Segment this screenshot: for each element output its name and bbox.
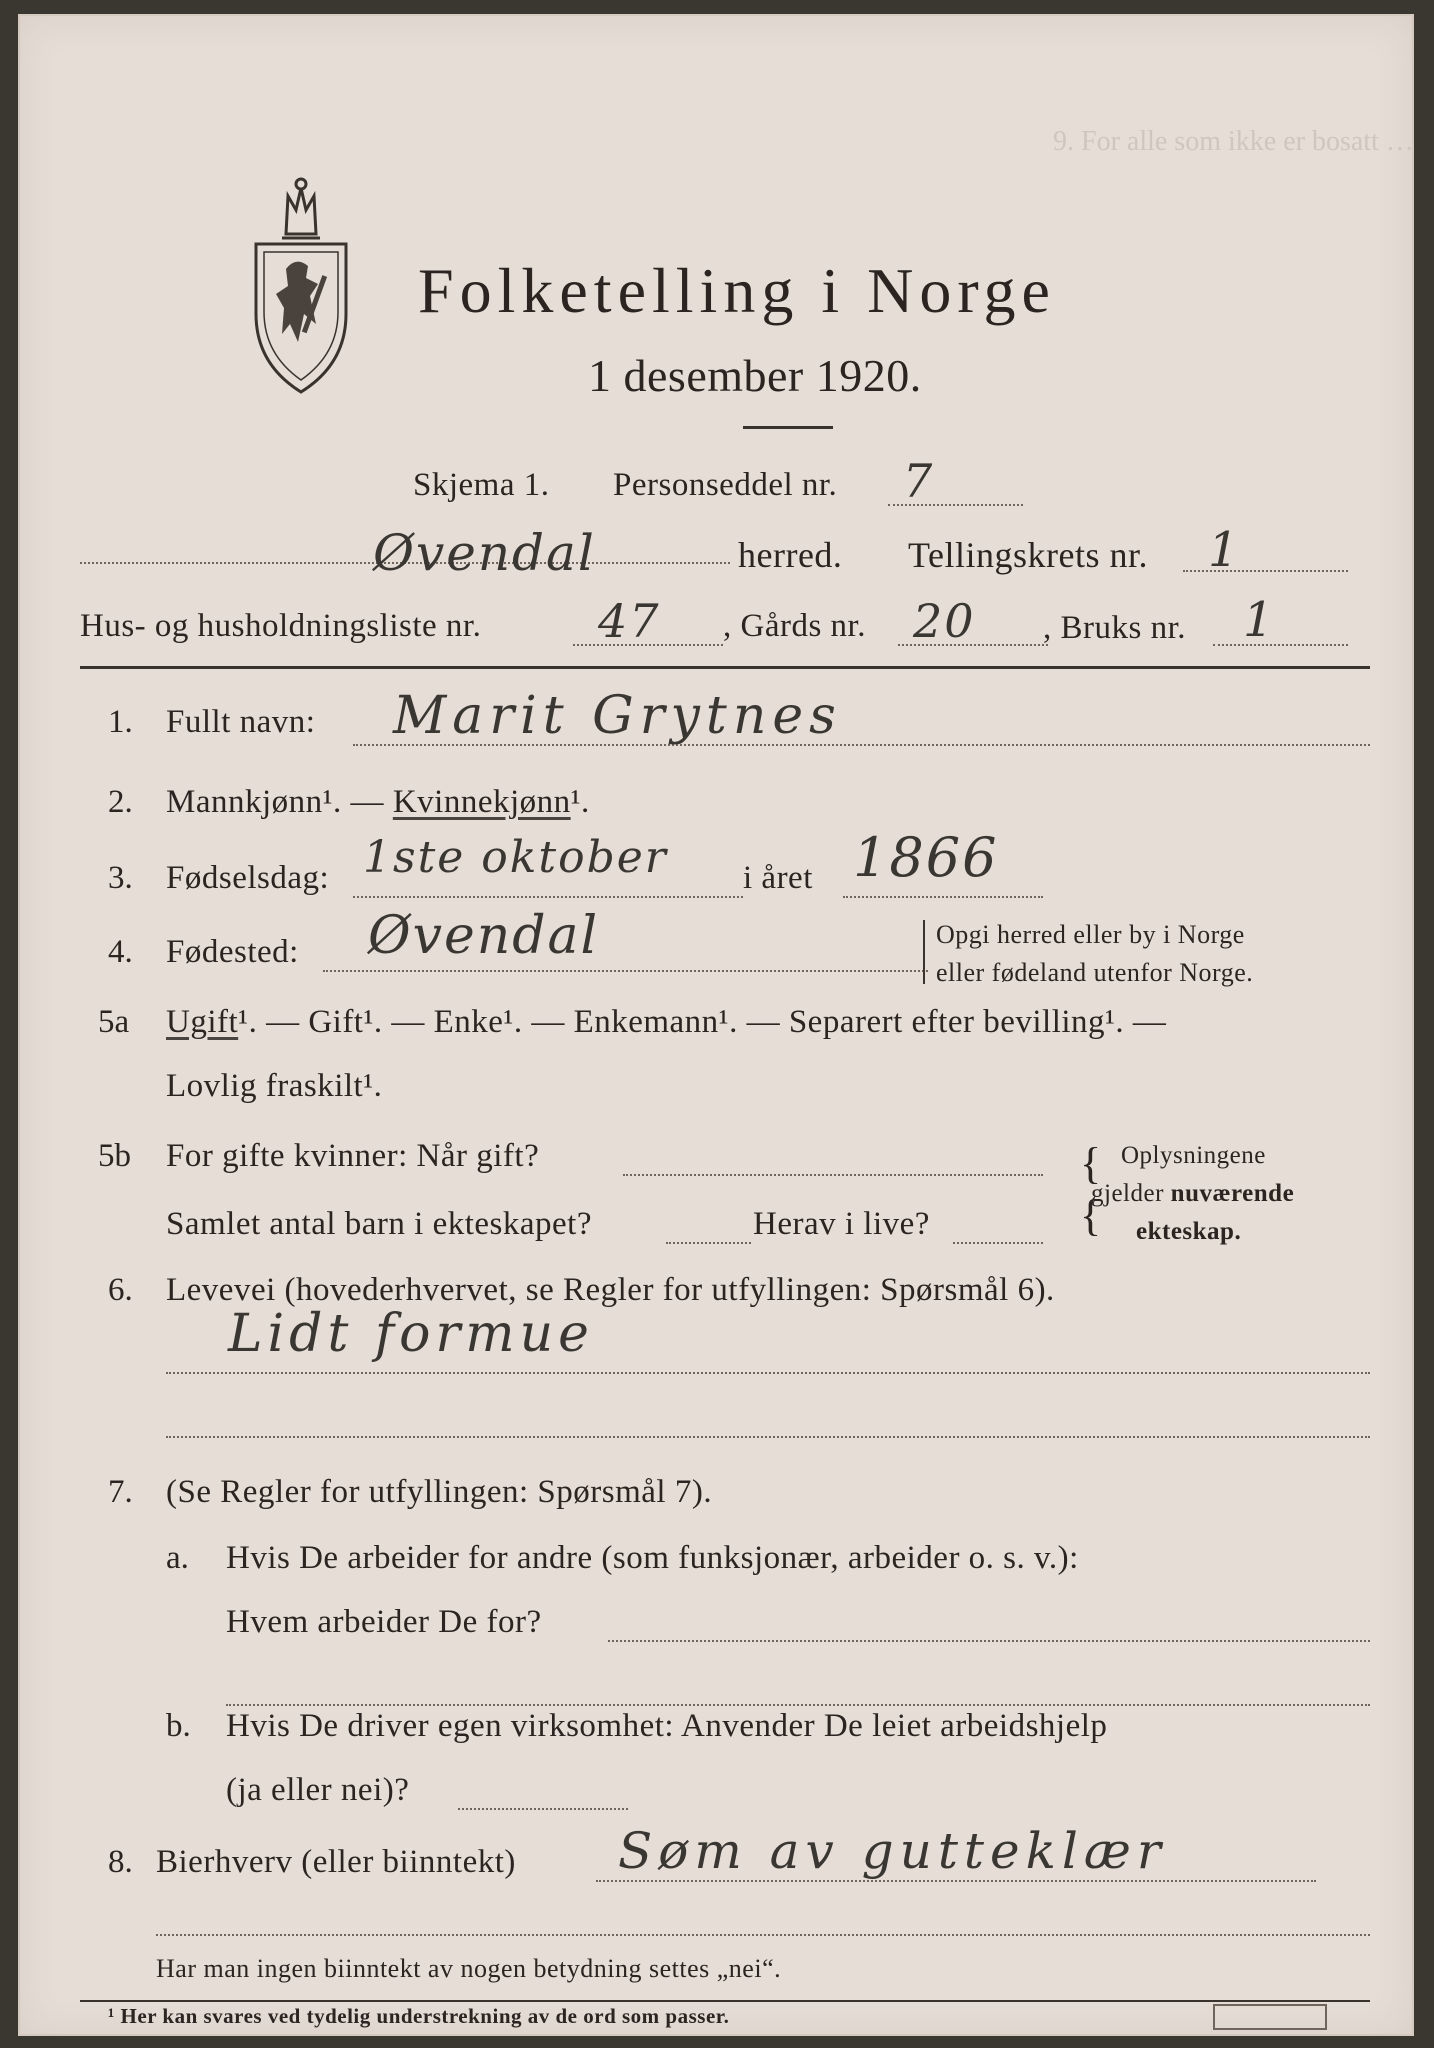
q7b-text: Hvis De driver egen virksomhet: Anvender De leiet arbeidshjelp bbox=[226, 1708, 1108, 1744]
bleed-through-text: 9. For alle som ikke er bosatt … bbox=[1053, 126, 1414, 157]
q2-text bbox=[166, 784, 590, 821]
q3-year-line bbox=[843, 896, 1043, 898]
q8-label: Bierhverv (eller biinntekt) bbox=[156, 1844, 516, 1880]
q4-line bbox=[323, 970, 928, 972]
q5b-label-1: For gifte kvinner: Når gift? bbox=[166, 1138, 540, 1174]
q6-occupation-value: Lidt formue bbox=[228, 1304, 594, 1364]
q3-birthday-value: 1ste oktober bbox=[363, 832, 668, 883]
personseddel-value: 7 bbox=[903, 454, 935, 508]
q7-number: 7. bbox=[108, 1474, 133, 1510]
coat-of-arms-icon bbox=[246, 174, 356, 399]
census-date: 1 desember 1920. bbox=[588, 350, 922, 401]
q1-label: Fullt navn: bbox=[166, 704, 316, 740]
q7b-question: (ja eller nei)? bbox=[226, 1772, 410, 1808]
q5b-note-2b: nuværende bbox=[1170, 1180, 1295, 1207]
q7-label: (Se Regler for utfyllingen: Spørsmål 7). bbox=[166, 1474, 713, 1510]
q8-number: 8. bbox=[108, 1844, 133, 1880]
tellingskrets-label: Tellingskrets nr. bbox=[908, 535, 1148, 575]
footer-note: Har man ingen biinntekt av nogen betydning settes „nei“. bbox=[156, 1954, 782, 1983]
q6-label: Levevei (hovederhvervet, se Regler for utfyllingen: Spørsmål 6). bbox=[166, 1272, 1055, 1308]
q5b-label-2: Samlet antal barn i ekteskapet? bbox=[166, 1206, 593, 1242]
q7b-number: b. bbox=[166, 1708, 191, 1744]
q4-note-bracket bbox=[923, 920, 925, 984]
q8-line bbox=[596, 1880, 1316, 1882]
bruks-label: , Bruks nr. bbox=[1043, 610, 1187, 646]
q5a-line2: Lovlig fraskilt¹. bbox=[166, 1068, 383, 1104]
tellingskrets-value: 1 bbox=[1208, 522, 1241, 578]
q1-number: 1. bbox=[108, 704, 133, 740]
footer-rule bbox=[80, 2000, 1370, 2002]
q8-line-2 bbox=[156, 1934, 1370, 1936]
q7a-question: Hvem arbeider De for? bbox=[226, 1604, 542, 1640]
q5a-text bbox=[166, 1004, 1166, 1041]
q7a-line-2 bbox=[226, 1704, 1370, 1706]
q7a-line-1 bbox=[608, 1640, 1370, 1642]
q4-note-2: eller fødeland utenfor Norge. bbox=[936, 958, 1254, 987]
q2-suffix: ¹. bbox=[570, 784, 590, 820]
q6-line-1 bbox=[166, 1372, 1370, 1374]
q2-kvinnekjonn-underlined: Kvinnekjønn bbox=[392, 784, 571, 820]
herred-label: herred. bbox=[738, 535, 843, 575]
q6-number: 6. bbox=[108, 1272, 133, 1308]
q7a-number: a. bbox=[166, 1540, 189, 1576]
header-rule bbox=[80, 666, 1370, 669]
q2-mannkjonn: Mannkjønn¹. — bbox=[166, 784, 385, 820]
q5b-note-2a: gjelder bbox=[1091, 1180, 1164, 1207]
footnote: ¹ Her kan svares ved tydelig understrekning av de ord som passer. bbox=[108, 2004, 730, 2028]
gards-label: , Gårds nr. bbox=[723, 608, 866, 644]
hus-label: Hus- og husholdningsliste nr. bbox=[80, 608, 482, 644]
q5b-alive-line bbox=[953, 1242, 1043, 1244]
q2-number: 2. bbox=[108, 784, 133, 820]
census-form-page bbox=[18, 14, 1414, 2036]
q5b-married-line bbox=[623, 1174, 1043, 1176]
q5b-note-3: ekteskap. bbox=[1136, 1218, 1242, 1245]
title-divider bbox=[743, 426, 833, 429]
q3-label: Fødselsdag: bbox=[166, 860, 330, 896]
form-title: Folketelling i Norge bbox=[418, 255, 1056, 326]
herred-value: Øvendal bbox=[373, 524, 596, 582]
q8-side-income-value: Søm av gutteklær bbox=[618, 1822, 1167, 1880]
q5b-number: 5b bbox=[98, 1138, 131, 1174]
q4-note-1: Opgi herred eller by i Norge bbox=[936, 920, 1245, 949]
q4-birthplace-value: Øvendal bbox=[368, 906, 600, 966]
hus-value: 47 bbox=[598, 594, 661, 648]
q4-label: Fødested: bbox=[166, 934, 299, 970]
q3-number: 3. bbox=[108, 860, 133, 896]
q3-line bbox=[353, 896, 743, 898]
q3-year-label: i året bbox=[743, 860, 813, 896]
q7b-line bbox=[458, 1808, 628, 1810]
q4-number: 4. bbox=[108, 934, 133, 970]
q7a-text: Hvis De arbeider for andre (som funksjonær, arbeider o. s. v.): bbox=[226, 1540, 1079, 1576]
q3-year-value: 1866 bbox=[853, 826, 999, 889]
q5b-note-2 bbox=[1091, 1180, 1294, 1208]
q5a-ugift-underlined: Ugift bbox=[166, 1004, 239, 1040]
q5a-options: ¹. — Gift¹. — Enke¹. — Enkemann¹. — Separert efter bevilling¹. — bbox=[238, 1004, 1167, 1040]
q5b-label-3: Herav i live? bbox=[753, 1206, 930, 1242]
bruks-line bbox=[1213, 644, 1348, 646]
bruks-value: 1 bbox=[1243, 592, 1276, 648]
q5a-number: 5a bbox=[98, 1004, 130, 1040]
printer-stamp-icon bbox=[1213, 2004, 1327, 2030]
q5b-children-line bbox=[666, 1242, 751, 1244]
q1-full-name-value: Marit Grytnes bbox=[393, 686, 842, 746]
q5b-note-brace-lower: { bbox=[1080, 1191, 1102, 1240]
gards-value: 20 bbox=[913, 594, 976, 648]
schema-label: Skjema 1. bbox=[413, 467, 550, 503]
q6-line-2 bbox=[166, 1436, 1370, 1438]
q5b-note-1: Oplysningene bbox=[1121, 1142, 1266, 1169]
personseddel-label: Personseddel nr. bbox=[613, 467, 838, 503]
q5b-note-brace: { bbox=[1080, 1139, 1102, 1188]
